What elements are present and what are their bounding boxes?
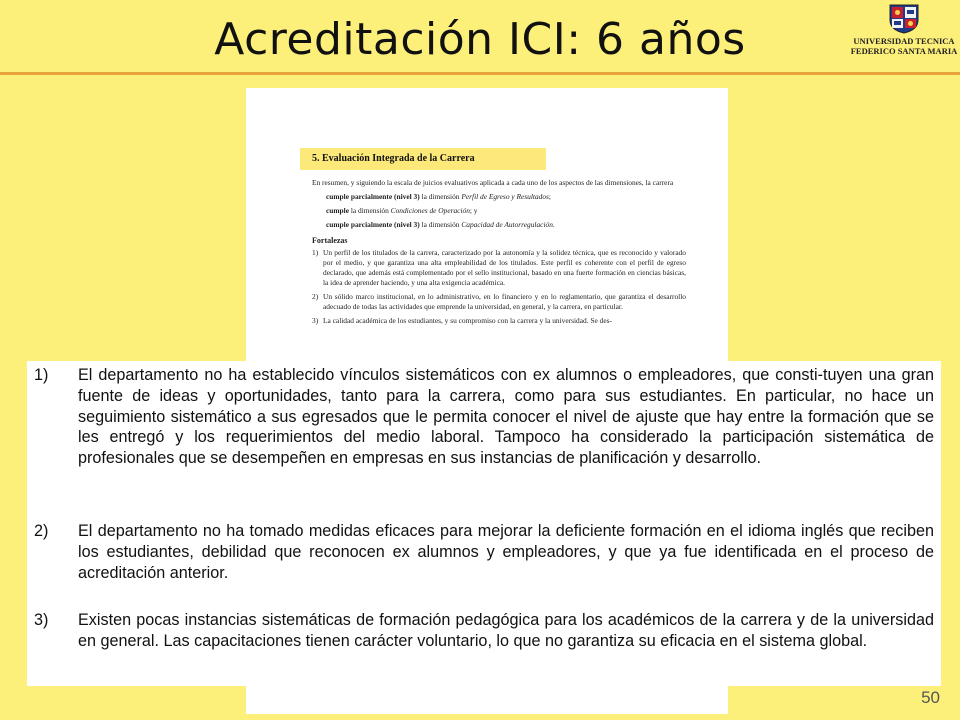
document-intro: En resumen, y siguiendo la escala de juicios evaluativos aplicada a cada uno de los aspectos de las dimensiones, la carrera [312, 178, 674, 187]
page-number: 50 [921, 688, 940, 707]
strength-item [312, 292, 686, 312]
strength-3-text: La calidad académica de los estudiantes, y su compromiso con la carrera y la universidad. Se des- [323, 316, 612, 325]
weakness-1-number: 1) [34, 366, 49, 384]
criterion-1-end: ; [548, 192, 551, 201]
weaknesses-overlay [27, 361, 941, 686]
criterion-1-bold: cumple parcialmente (nivel 3) [326, 192, 420, 201]
weakness-3-number: 3) [34, 611, 49, 629]
strength-item [312, 316, 686, 326]
criterion-2-text: la dimensión [349, 206, 391, 215]
criterion-3-bold: cumple parcialmente (nivel 3) [326, 220, 420, 229]
criterion-3-end: . [552, 220, 555, 229]
criterion-3 [312, 220, 686, 230]
strength-1-text: Un perfil de los titulados de la carrera, caracterizado por la autonomía y la solidez técnica, que es reconocido y valorado por el medio, y que garantiza una alta empleabilidad de los titulados. Este perfil es coherente con el perfil de egreso declarado, que además está complementado por el sello institucional, basado en una fuerte formación en ciencias básicas, la idea de aprender haciendo, y una alta exigencia académica. [323, 248, 686, 287]
criterion-3-ital: Capacidad de Autorregulación [461, 220, 553, 229]
weakness-item-1 [34, 365, 934, 469]
title-underline [0, 72, 960, 75]
weakness-item-3 [34, 610, 934, 652]
university-crest-icon [888, 4, 920, 34]
weakness-3-text: Existen pocas instancias sistemáticas de formación pedagógica para los académicos de la carrera y de la universidad en general. Las capacitaciones tienen carácter voluntario, lo que no garantiza su eficacia en el sistema global. [78, 611, 934, 650]
logo-line-1: UNIVERSIDAD TECNICA [853, 36, 955, 46]
section-heading: 5. Evaluación Integrada de la Carrera [300, 148, 546, 170]
criterion-3-text: la dimensión [419, 220, 462, 229]
criterion-2-ital: Condiciones de Operación [390, 206, 470, 215]
strength-2-number: 2) [312, 292, 319, 301]
weakness-1-text: El departamento no ha establecido vínculos sistemáticos con ex alumnos o empleadores, que consti-tuyen una gran fuente de ideas y oportunidades, tanto para la carrera, como para sus estudiantes. En particular, no hace un seguimiento sistemático a sus egresados que le permita conocer el nivel de ajuste que hay entre la formación que se les entregó y los requerimientos del medio laboral. Tampoco ha considerado la participación sistemática de profesionales que se desempeñen en empresas en sus instancias de planificación y desarrollo. [78, 366, 934, 468]
logo-line-2: FEDERICO SANTA MARIA [850, 46, 958, 56]
weakness-2-text: El departamento no ha tomado medidas eficaces para mejorar la deficiente formación en el idioma inglés que reciben los estudiantes, debilidad que reconocen ex alumnos y empleadores, y que ya fue identificada en el proceso de acreditación anterior. [78, 522, 934, 582]
strength-2-text: Un sólido marco institucional, en lo administrativo, en lo financiero y en lo reglamentario, que garantiza el desarrollo adecuado de todas las actividades que emprende la universidad, en general, y la carrera, en particular. [323, 292, 686, 311]
criterion-2-end: ; y [469, 206, 478, 215]
weakness-2-number: 2) [34, 522, 49, 540]
strength-item [312, 248, 686, 288]
criterion-2-bold: cumple [326, 206, 349, 215]
strengths-heading: Fortalezas [312, 236, 348, 245]
slide-title: Acreditación ICI: 6 años [214, 14, 746, 65]
criterion-1 [312, 192, 686, 202]
criterion-2 [312, 206, 686, 216]
strength-1-number: 1) [312, 248, 319, 257]
criterion-1-text: la dimensión [419, 192, 462, 201]
criterion-1-ital: Perfil de Egreso y Resultados [461, 192, 549, 201]
strength-3-number: 3) [312, 316, 319, 325]
document-body [312, 178, 686, 330]
weakness-item-2 [34, 521, 934, 583]
university-logo [848, 2, 960, 68]
